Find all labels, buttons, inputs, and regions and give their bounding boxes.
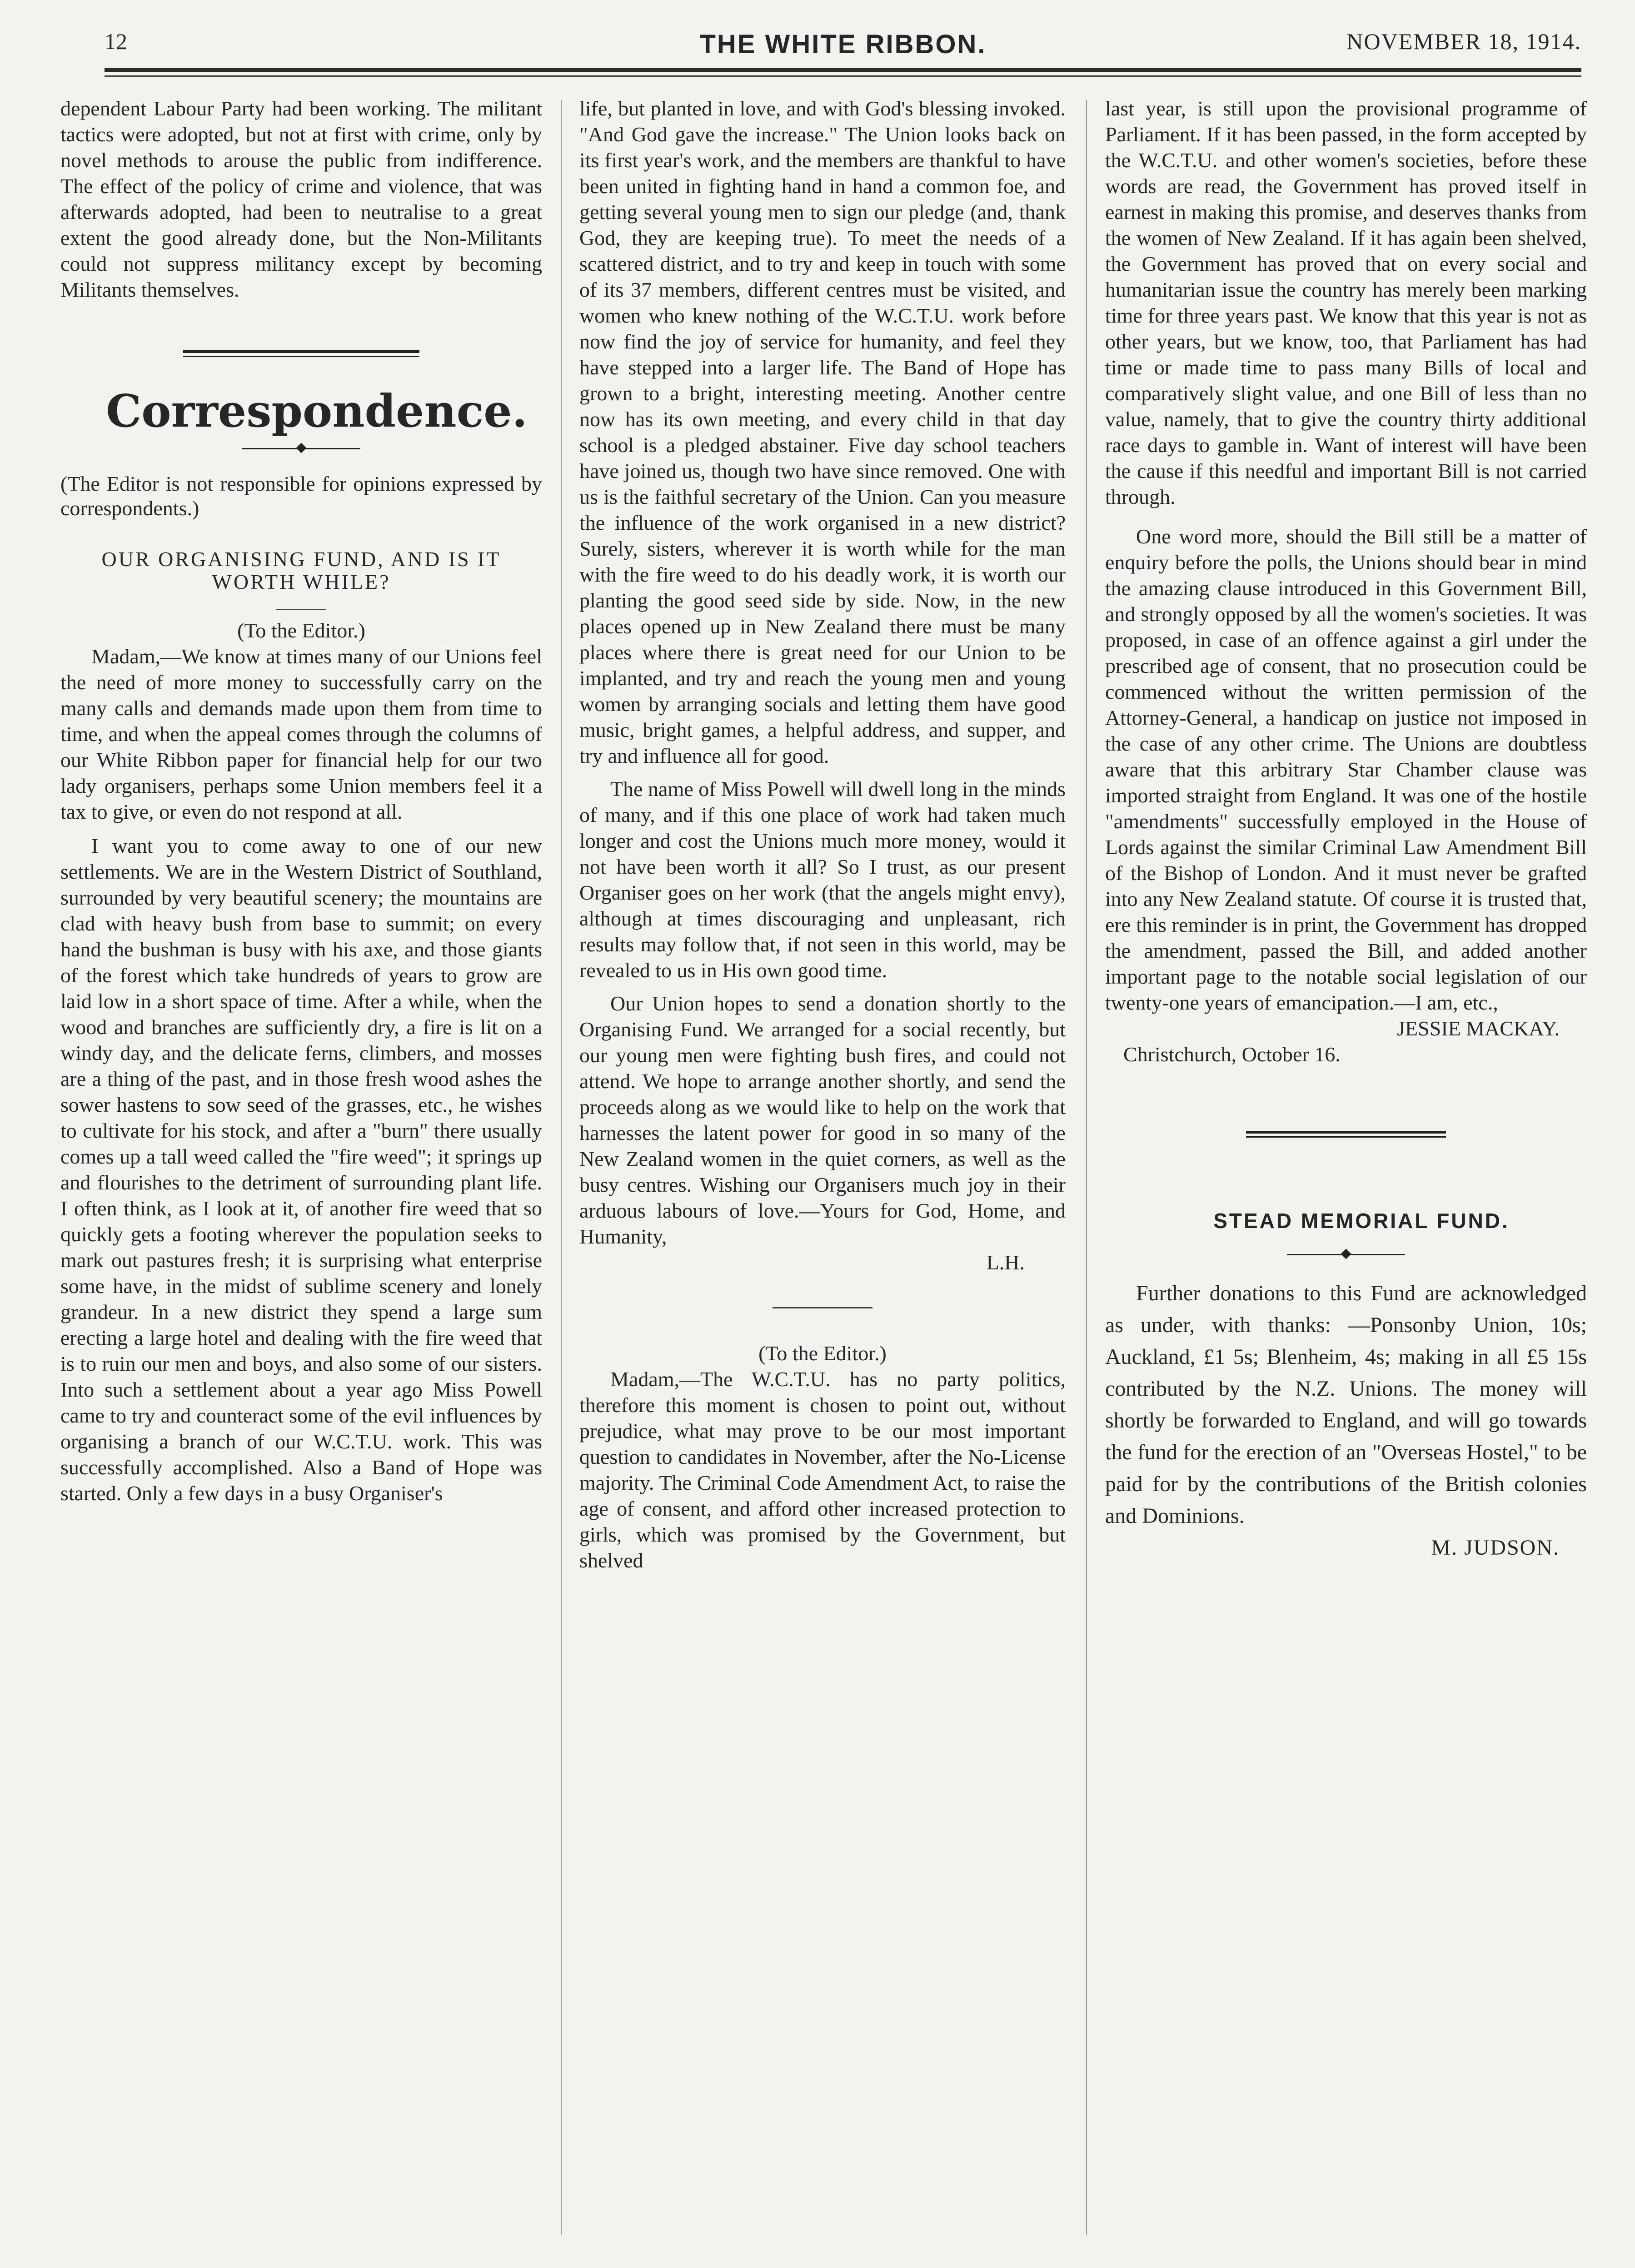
column-divider [1086,100,1087,2235]
letter-paragraph: The name of Miss Powell will dwell long in the minds of many, and if this one place of work had taken much longer and cost the Unions much more money, would it not have been worth it all? So I trust, as our present Organiser goes on her work (that the angels might envy), although at times discouraging and unpleasant, rich results may follow that, if not seen in this world, may be revealed to us in His own good time. [579,777,1066,982]
diamond-rule [242,444,360,453]
stead-fund-signature: M. JUDSON. [1431,1536,1560,1560]
stead-fund-heading: STEAD MEMORIAL FUND. [1213,1209,1510,1233]
column-2 [579,95,1066,1573]
masthead-title: THE WHITE RIBBON. [699,30,987,59]
header-rule-thin [105,75,1581,77]
letter-paragraph: Madam,—We know at times many of our Unions feel the need of more money to successfully carry on the many calls and demands made upon them from time to time, and when the appeal comes through the columns of our White Ribbon paper for financial help for our two lady organisers, perhaps some Union members feel it a tax to give, or even do not respond at all. [60,645,542,823]
issue-date: NOVEMBER 18, 1914. [1346,29,1581,54]
letter-paragraph: Our Union hopes to send a donation shortly to the Organising Fund. We arranged for a social recently, but our young men were fighting bush fires, and could not attend. We hope to arrange another shortly, and send the proceeds along as we would like to help on the work that harnesses the latent power for good in so many of the New Zealand women in the quiet corners, as well as the busy centres. Wishing our Organisers much joy in their arduous labours of love.—Yours for God, Home, and Humanity, [579,992,1066,1248]
letter-paragraph: life, but planted in love, and with God's blessing invoked. "And God gave the increase." The Union looks back on its first year's work, and the members are thankful to have been united in fighting hand in hand a common foe, and getting several young men to sign our pledge (and, thank God, they are keeping true). To meet the needs of a scattered district, and to try and keep in touch with some of its 37 members, different centres must be visited, and women who knew nothing of the W.C.T.U. work before now find the joy of service for humanity, and feel they have stepped into a larger life. The Band of Hope has grown to a bright, interesting meeting. Another centre now has its own meeting, and every child in that day school is a pledged abstainer. Five day school teachers have joined us, though two have since removed. One with us is the faithful secretary of the Union. Can you measure the influence of the work organised in a new district? Surely, sisters, wherever it is worth while for the man with the fire weed to do his deadly work, it is worth our planting the good seed side by side. Now, in the new places opened up in New Zealand there must be many places where there is great need for our Union to be implanted, and try and reach the young men and young women by arranging socials and letting them have good music, bright games, a helpful address, and supper, and try and influence all for good. [579,97,1066,767]
page-number: 12 [105,29,127,54]
letter-paragraph: I want you to come away to one of our new settlements. We are in the Western District of Southland, surrounded by very beautiful scenery; the mountains are clad with heavy bush from base to summit; on every hand the bushman is busy with his axe, and those giants of the forest which take hundreds of years to grow are laid low in a short space of time. After a while, when the wood and branches are sufficiently dry, a fire is lit on a windy day, and the delicate ferns, climbers, and mosses are a thing of the past, and in those fresh wood ashes the sower hastens to sow seed of the grasses, etc., he wishes to cultivate for his stock, and after a "burn" there usually comes up a tall weed called the "fire weed"; it springs up and flourishes to the detriment of surrounding plant life. I often think, as I look at it, of another fire weed that so quickly gets a footing wherever the population seeks to mark out pastures fresh; it is surprising what enterprise some have, in the midst of sublime scenery and lonely grandeur. In a new district they spend a large sum erecting a large hotel and dealing with the fire weed that is to ruin our men and boys, and also some of our sisters. Into such a settlement about a year ago Miss Powell came to try and counteract some of the evil influences by organising a branch of our W.C.T.U. work. This was successfully accomplished. Also a Band of Hope was started. Only a few days in a busy Organiser's [60,834,542,1505]
diamond-rule [1287,1250,1405,1259]
letter-signature: L.H. [986,1251,1025,1274]
continued-paragraph: dependent Labour Party had been working. The militant tactics were adopted, but not at first with crime, only by novel methods to arouse the public from indifference. The effect of the policy of crime and violence, that was afterwards adopted, had been to neutralise to a great extent the good already done, but the Non-Militants could not suppress militancy except by becoming Militants themselves. [60,97,542,301]
to-editor-label: (To the Editor.) [237,619,365,642]
page-header [105,28,1581,60]
column-1 [60,95,542,1506]
stead-fund-body: Further donations to this Fund are acknowledged as under, with thanks: —Ponsonby Union, 10s; Auckland, £1 5s; Blenheim, 4s; making in all £5 15s contributed by the N.Z. Unions. The money will shortly be forwarded to England, and will go towards the fund for the erection of an "Overseas Hostel," to be paid for by the contributions of the British colonies and Dominions. [1105,1281,1587,1528]
letter-paragraph: Madam,—The W.C.T.U. has no party politics, therefore this moment is chosen to point out, without prejudice, what may prove to be our most important question to candidates in November, after the No-License majority. The Criminal Code Amendment Act, to raise the age of consent, and afford other increased protection to girls, which was promised by the Government, but shelved [579,1368,1066,1572]
to-editor-label: (To the Editor.) [758,1342,887,1365]
article-title: OUR ORGANISING FUND, AND IS IT WORTH WHILE? [101,547,501,593]
ornamental-rule [183,350,419,359]
editor-disclaimer: (The Editor is not responsible for opinions expressed by correspondents.) [60,472,542,520]
correspondence-heading: Correspondence. [106,385,528,438]
ornamental-rule [1246,1131,1446,1140]
letter-place-date: Christchurch, October 16. [1123,1043,1341,1066]
column-divider [561,100,562,2235]
letter-paragraph: One word more, should the Bill still be a matter of enquiry before the polls, the Unions should bear in mind the amazing clause introduced in this Government Bill, and strongly opposed by all the women's societies. It was proposed, in case of an offence against a girl under the prescribed age of consent, that no prosecution could be commenced without the written permission of the Attorney-General, a handicap on justice not imposed in the case of any other crime. The Unions are doubtless aware that this arbitrary Star Chamber clause was imported straight from England. It was one of the hostile "amendments" successfully employed in the House of Lords against the similar Criminal Law Amendment Bill of the Bishop of London. And it must never be grafted into any New Zealand statute. Of course it is trusted that, ere this reminder is in print, the Government has dropped the amendment, passed the Bill, and added another important page to the notable social legislation of our twenty-one years of emancipation.—I am, etc., [1105,525,1587,1014]
letter-paragraph: last year, is still upon the provisional programme of Parliament. If it has been passed, in the form accepted by the W.C.T.U. and other women's societies, before these words are read, the Government has proved itself in earnest in making this promise, and deserves thanks from the women of New Zealand. If it has again been shelved, the Government has proved that on every social and humanitarian issue the country has merely been marking time for three years past. We know that this year is not as other years, but we know, too, that Parliament has had time or made time to pass many Bills of local and comparatively slight value, and one Bill of less than no value, namely, that to give the country thirty additional race days to gamble in. Want of interest will have been the cause if this needful and important Bill is not carried through. [1105,97,1587,508]
column-3 [1105,95,1587,1564]
letter-signature: JESSIE MACKAY. [1397,1017,1560,1040]
header-rule-thick [105,68,1581,72]
